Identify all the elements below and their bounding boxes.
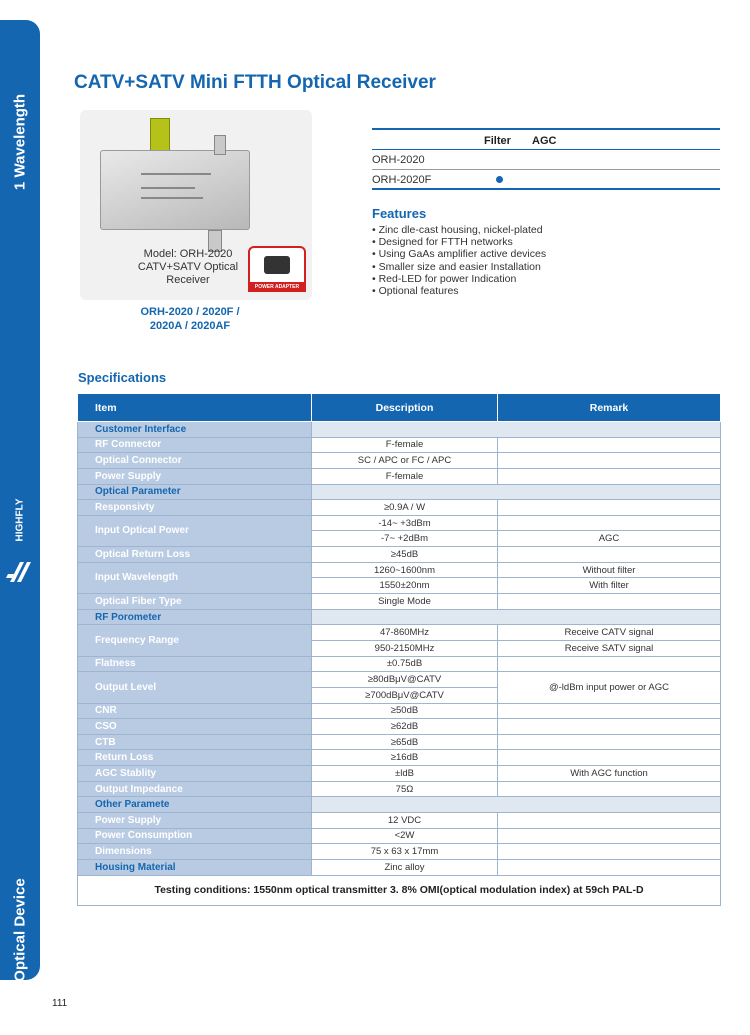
table-row: [78, 781, 721, 797]
table-row: [78, 719, 721, 735]
spec-remark: [498, 468, 721, 484]
section-title: Other Paramete: [78, 797, 312, 813]
spec-item: Responsivty: [78, 500, 312, 516]
sc-connector: [150, 118, 170, 154]
table-row: [78, 500, 721, 516]
spec-remark: AGC: [498, 531, 721, 547]
table-row: [78, 672, 721, 688]
filter-agc-table: [372, 128, 720, 190]
spec-description: F-female: [312, 468, 498, 484]
agc-header: AGC: [532, 135, 557, 147]
table-row: [78, 844, 721, 860]
spec-remark: [498, 437, 721, 453]
list-item: • Red-LED for power Indication: [372, 273, 546, 285]
product-caption: ORH-2020 / 2020F / 2020A / 2020AF: [140, 306, 240, 332]
table-row: [78, 453, 721, 469]
spec-description: ≥0.9A / W: [312, 500, 498, 516]
spec-description: <2W: [312, 828, 498, 844]
spec-description: F-female: [312, 437, 498, 453]
table-row: [78, 656, 721, 672]
spec-remark: Receive CATV signal: [498, 625, 721, 641]
filter-header: Filter: [484, 135, 511, 147]
spec-description: 1550±20nm: [312, 578, 498, 594]
spec-remark: [498, 594, 721, 610]
section-title: RF Porometer: [78, 609, 312, 625]
features-list: [372, 224, 546, 297]
spec-item: Return Loss: [78, 750, 312, 766]
spec-item: Flatness: [78, 656, 312, 672]
product-image: [80, 110, 312, 300]
table-footer-row: [78, 875, 721, 905]
spec-description: 47-860MHz: [312, 625, 498, 641]
filter-dot-icon: [496, 176, 503, 183]
table-row: ORH-2020F: [372, 170, 720, 190]
spec-remark: Receive SATV signal: [498, 640, 721, 656]
spec-item: AGC Stablity: [78, 766, 312, 782]
spec-description: SC / APC or FC / APC: [312, 453, 498, 469]
list-item: • Using GaAs amplifier active devices: [372, 248, 546, 260]
table-row: [78, 766, 721, 782]
section-title: Customer Interface: [78, 422, 312, 438]
section-row: [78, 797, 721, 813]
table-header-row: [78, 394, 721, 422]
spec-remark: [498, 656, 721, 672]
section-row: [78, 609, 721, 625]
table-row: [78, 828, 721, 844]
features-heading: Features: [372, 206, 427, 221]
testing-conditions: Testing conditions: 1550nm optical transmitter 3. 8% OMI(optical modulation index) at 59ch PAL-D: [78, 875, 721, 905]
adapter-plug-icon: [264, 256, 290, 274]
spec-item: Dimensions: [78, 844, 312, 860]
spec-remark: Without filter: [498, 562, 721, 578]
power-adapter-image: [248, 246, 306, 292]
brand-logo: [4, 490, 36, 590]
adapter-label: POWER ADAPTER: [248, 282, 306, 292]
item-header: Item: [78, 394, 312, 422]
spec-remark: [498, 703, 721, 719]
side-label-top: 1 Wavelength: [11, 93, 29, 191]
spec-item: CTB: [78, 734, 312, 750]
table-row: [78, 562, 721, 578]
section-row: [78, 422, 721, 438]
spec-description: Zinc alloy: [312, 859, 498, 875]
spec-description: 12 VDC: [312, 813, 498, 829]
spec-item: Power Supply: [78, 468, 312, 484]
table-row: [78, 515, 721, 531]
description-header: Description: [312, 394, 498, 422]
spec-item: RF Connector: [78, 437, 312, 453]
spec-item: Frequency Range: [78, 625, 312, 656]
spec-description: 75 x 63 x 17mm: [312, 844, 498, 860]
spec-description: -7~ +2dBm: [312, 531, 498, 547]
list-item: • Optional features: [372, 285, 546, 297]
table-row: [78, 859, 721, 875]
spec-description: ≥80dBμV@CATV: [312, 672, 498, 688]
spec-description: ≥50dB: [312, 703, 498, 719]
spec-remark: [498, 781, 721, 797]
spec-item: Output Impedance: [78, 781, 312, 797]
f-connector-top: [214, 135, 226, 155]
spec-description: ≥65dB: [312, 734, 498, 750]
section-title: Optical Parameter: [78, 484, 312, 500]
table-row: [78, 594, 721, 610]
spec-description: ≥62dB: [312, 719, 498, 735]
page-title: CATV+SATV Mini FTTH Optical Receiver: [74, 72, 436, 93]
table-row: [78, 547, 721, 563]
spec-remark: [498, 813, 721, 829]
spec-item: Optical Fiber Type: [78, 594, 312, 610]
spec-item: CNR: [78, 703, 312, 719]
spec-description: -14~ +3dBm: [312, 515, 498, 531]
side-label-bottom: Optical Device: [11, 878, 29, 982]
spec-description: ≥16dB: [312, 750, 498, 766]
page-number: 111: [52, 998, 68, 1009]
receiver-device: [100, 150, 250, 230]
brand-name: HIGHFLY: [14, 498, 26, 542]
spec-remark: [498, 828, 721, 844]
spec-item: Power Consumption: [78, 828, 312, 844]
spec-description: Single Mode: [312, 594, 498, 610]
spec-description: 950-2150MHz: [312, 640, 498, 656]
spec-item: Power Supply: [78, 813, 312, 829]
brand-mark-icon: [6, 556, 34, 586]
specifications-heading: Specifications: [78, 370, 167, 385]
table-row: [78, 437, 721, 453]
spec-item: Optical Return Loss: [78, 547, 312, 563]
spec-remark: [498, 719, 721, 735]
spec-description: 1260~1600nm: [312, 562, 498, 578]
spec-remark: [498, 515, 721, 531]
table-row: [78, 468, 721, 484]
spec-remark: With filter: [498, 578, 721, 594]
table-row: [78, 813, 721, 829]
spec-description: ≥45dB: [312, 547, 498, 563]
spec-item: CSO: [78, 719, 312, 735]
spec-item: Output Level: [78, 672, 312, 703]
filter-agc-header: [372, 128, 720, 150]
spec-description: ±0.75dB: [312, 656, 498, 672]
spec-remark: @-ldBm input power or AGC: [498, 672, 721, 703]
table-row: [78, 734, 721, 750]
remark-header: Remark: [498, 394, 721, 422]
spec-remark: [498, 844, 721, 860]
spec-item: Input Optical Power: [78, 515, 312, 546]
table-row: [78, 750, 721, 766]
spec-description: 75Ω: [312, 781, 498, 797]
spec-remark: [498, 547, 721, 563]
spec-remark: [498, 750, 721, 766]
table-row: ORH-2020: [372, 150, 720, 170]
spec-remark: [498, 453, 721, 469]
list-item: • Designed for FTTH networks: [372, 236, 546, 248]
spec-item: Input Wavelength: [78, 562, 312, 593]
spec-description: ≥700dBμV@CATV: [312, 687, 498, 703]
spec-remark: [498, 859, 721, 875]
spec-item: Optical Connector: [78, 453, 312, 469]
specifications-table: [77, 393, 721, 906]
spec-description: ±ldB: [312, 766, 498, 782]
spec-remark: With AGC function: [498, 766, 721, 782]
section-row: [78, 484, 721, 500]
table-row: [78, 625, 721, 641]
spec-remark: [498, 734, 721, 750]
spec-item: Housing Material: [78, 859, 312, 875]
side-band: [0, 20, 40, 980]
spec-remark: [498, 500, 721, 516]
product-model-text: Model: ORH-2020 CATV+SATV Optical Receiver: [137, 248, 239, 286]
list-item: • Zinc dle-cast housing, nickel-plated: [372, 224, 546, 236]
list-item: • Smaller size and easier Installation: [372, 261, 546, 273]
table-row: [78, 703, 721, 719]
